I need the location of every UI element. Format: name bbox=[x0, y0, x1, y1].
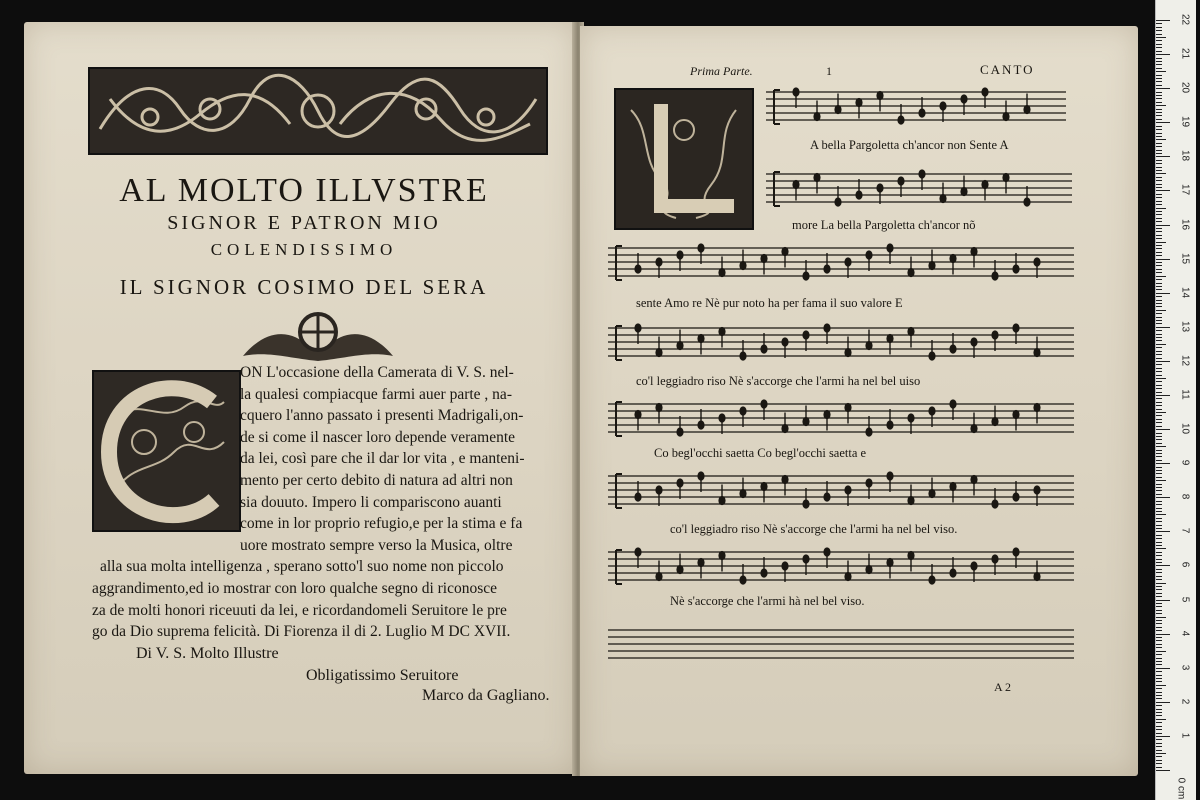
ruler-tick bbox=[1156, 726, 1162, 727]
ruler-tick bbox=[1156, 337, 1162, 338]
ruler-tick bbox=[1156, 456, 1162, 457]
ruler-tick bbox=[1156, 143, 1162, 144]
ruler-tick bbox=[1156, 501, 1162, 502]
lyric-line-2: more La bella Pargoletta ch'ancor nõ bbox=[792, 218, 976, 232]
ruler-tick bbox=[1156, 463, 1170, 464]
ruler-tick bbox=[1156, 671, 1162, 672]
lyric-line-1: A bella Pargoletta ch'ancor non Sente A bbox=[810, 138, 1009, 152]
ruler-tick bbox=[1156, 201, 1162, 202]
ruler-tick bbox=[1156, 409, 1162, 410]
ruler-tick bbox=[1156, 180, 1162, 181]
dedication-subtitle-2: COLENDISSIMO bbox=[210, 240, 398, 259]
ruler-tick bbox=[1156, 473, 1162, 474]
body-line: aggrandimento,ed io mostrar con loro qualche segno di riconosce bbox=[92, 579, 498, 597]
ruler-tick bbox=[1156, 470, 1162, 471]
ruler-tick bbox=[1156, 320, 1162, 321]
ruler-tick bbox=[1156, 538, 1162, 539]
ruler-tick bbox=[1156, 569, 1162, 570]
ruler-tick bbox=[1156, 371, 1162, 372]
ruler-tick bbox=[1156, 712, 1162, 713]
ruler-tick bbox=[1156, 756, 1162, 757]
left-page bbox=[24, 22, 576, 774]
ruler-tick bbox=[1156, 30, 1162, 31]
ruler-tick bbox=[1156, 453, 1162, 454]
ruler-number: 10 bbox=[1179, 423, 1191, 435]
ruler-tick bbox=[1156, 276, 1166, 277]
ruler-tick bbox=[1156, 98, 1162, 99]
body-line: come in lor proprio refugio,e per la stima e fa bbox=[240, 515, 523, 533]
ruler-tick bbox=[1156, 647, 1162, 648]
lyric-line-3: sente Amo re Nè pur noto ha per fama il suo valore E bbox=[636, 296, 903, 310]
ruler-tick bbox=[1156, 750, 1162, 751]
ruler-tick bbox=[1156, 415, 1162, 416]
ruler-tick bbox=[1156, 596, 1162, 597]
ruler-tick bbox=[1156, 450, 1162, 451]
music-staff-4 bbox=[608, 320, 1074, 366]
ruler-tick bbox=[1156, 661, 1162, 662]
ruler-tick bbox=[1156, 685, 1166, 686]
ruler-tick bbox=[1156, 770, 1170, 771]
ruler-tick bbox=[1156, 490, 1162, 491]
music-staff-5 bbox=[608, 396, 1074, 442]
ruler-tick bbox=[1156, 395, 1170, 396]
ruler-tick bbox=[1156, 85, 1162, 86]
ruler-number: 11 bbox=[1179, 389, 1191, 400]
ruler-number: 13 bbox=[1179, 320, 1191, 332]
body-line: da lei, così pare che il dar lor vita , e manteni- bbox=[240, 450, 525, 468]
ruler-tick bbox=[1156, 542, 1162, 543]
ruler-tick bbox=[1156, 630, 1162, 631]
ruler-tick bbox=[1156, 419, 1162, 420]
ruler-number: 3 bbox=[1179, 664, 1191, 670]
ruler-tick bbox=[1156, 433, 1162, 434]
ruler-tick bbox=[1156, 259, 1170, 260]
ruler-tick bbox=[1156, 283, 1162, 284]
ruler-tick bbox=[1156, 733, 1162, 734]
ruler-tick bbox=[1156, 221, 1162, 222]
ruler-tick bbox=[1156, 153, 1162, 154]
music-staff-3 bbox=[608, 240, 1074, 286]
closing-phrase: Obligatissimo Seruitore bbox=[306, 667, 459, 684]
ruler-tick bbox=[1156, 589, 1162, 590]
ruler-tick bbox=[1156, 173, 1166, 174]
ruler-tick bbox=[1156, 487, 1162, 488]
ruler-tick bbox=[1156, 518, 1162, 519]
ruler-tick bbox=[1156, 392, 1162, 393]
ruler-tick bbox=[1156, 177, 1162, 178]
ruler-tick bbox=[1156, 637, 1162, 638]
ruler-tick bbox=[1156, 603, 1162, 604]
ruler-tick bbox=[1156, 20, 1170, 21]
body-line: go da Dio suprema felicità. Di Fiorenza il di 2. Luglio M DC XVII. bbox=[92, 623, 511, 641]
ruler-tick bbox=[1156, 190, 1170, 191]
ruler-tick bbox=[1156, 358, 1162, 359]
ruler-tick bbox=[1156, 426, 1162, 427]
ruler-tick bbox=[1156, 344, 1166, 345]
ruler-tick bbox=[1156, 340, 1162, 341]
ruler-tick bbox=[1156, 334, 1162, 335]
ruler-number: 17 bbox=[1179, 184, 1191, 196]
ruler-tick bbox=[1156, 75, 1162, 76]
dedication-title: AL MOLTO ILLVSTRE bbox=[119, 172, 489, 209]
dedication-body bbox=[92, 362, 564, 643]
music-staff-1 bbox=[766, 84, 1066, 130]
ruler-tick bbox=[1156, 289, 1162, 290]
ruler-number: 19 bbox=[1179, 116, 1191, 128]
ruler-tick bbox=[1156, 133, 1162, 134]
ruler-tick bbox=[1156, 746, 1162, 747]
ruler-number: 12 bbox=[1179, 354, 1191, 366]
ruler-tick bbox=[1156, 664, 1162, 665]
ruler-tick bbox=[1156, 467, 1162, 468]
ruler-tick bbox=[1156, 296, 1162, 297]
ruler-tick bbox=[1156, 231, 1162, 232]
ruler-tick bbox=[1156, 279, 1162, 280]
ruler-tick bbox=[1156, 218, 1162, 219]
ruler-tick bbox=[1156, 330, 1162, 331]
ruler-tick bbox=[1156, 252, 1162, 253]
cherub-ornament bbox=[238, 306, 398, 368]
ruler-tick bbox=[1156, 739, 1162, 740]
ruler-tick bbox=[1156, 129, 1162, 130]
salutation: Di V. S. Molto Illustre bbox=[136, 645, 279, 662]
ruler-tick bbox=[1156, 235, 1162, 236]
ruler-tick bbox=[1156, 576, 1162, 577]
body-line: sia douuto. Impero li compariscono auanti bbox=[240, 493, 502, 511]
ruler-tick bbox=[1156, 593, 1162, 594]
ruler-tick bbox=[1156, 494, 1162, 495]
lyric-line-7: Nè s'accorge che l'armi hà nel bel viso. bbox=[670, 594, 865, 608]
ruler-tick bbox=[1156, 310, 1166, 311]
ruler-number: 8 bbox=[1179, 493, 1191, 500]
ruler-tick bbox=[1156, 497, 1170, 498]
ruler-tick bbox=[1156, 306, 1162, 307]
ruler-tick bbox=[1156, 317, 1162, 318]
page-number: 1 bbox=[826, 64, 832, 78]
ruler-tick bbox=[1156, 375, 1162, 376]
ruler-tick bbox=[1156, 150, 1162, 151]
dedication-subtitle: SIGNOR E PATRON MIO bbox=[167, 212, 441, 234]
ruler-tick bbox=[1156, 405, 1162, 406]
ruler-tick bbox=[1156, 300, 1162, 301]
ruler-tick bbox=[1156, 402, 1162, 403]
ruler-tick bbox=[1156, 535, 1162, 536]
ruler-number: 14 bbox=[1179, 286, 1191, 298]
ruler-tick bbox=[1156, 303, 1162, 304]
ruler-tick bbox=[1156, 398, 1162, 399]
ruler-tick bbox=[1156, 388, 1162, 389]
voice-part-label: CANTO bbox=[980, 62, 1035, 77]
ruler-number: 9 bbox=[1179, 459, 1191, 466]
ruler-tick bbox=[1156, 763, 1162, 764]
ruler-tick bbox=[1156, 187, 1162, 188]
ruler-tick bbox=[1156, 743, 1162, 744]
ruler-tick bbox=[1156, 208, 1166, 209]
ruler-tick bbox=[1156, 586, 1162, 587]
ruler-tick bbox=[1156, 695, 1162, 696]
ornamental-headpiece bbox=[88, 67, 548, 155]
empty-music-staff bbox=[608, 622, 1074, 668]
ruler-tick bbox=[1156, 364, 1162, 365]
ruler-tick bbox=[1156, 197, 1162, 198]
ruler-tick bbox=[1156, 245, 1162, 246]
ruler-tick bbox=[1156, 126, 1162, 127]
ruler-tick bbox=[1156, 528, 1162, 529]
ruler-tick bbox=[1156, 620, 1162, 621]
music-staff-6 bbox=[608, 468, 1074, 514]
ruler-tick bbox=[1156, 654, 1162, 655]
ruler-tick bbox=[1156, 436, 1162, 437]
ruler-tick bbox=[1156, 651, 1166, 652]
ruler-number: 21 bbox=[1179, 48, 1191, 60]
body-line: uore mostrato sempre verso la Musica, oltre bbox=[240, 536, 513, 554]
ruler-tick bbox=[1156, 146, 1162, 147]
ruler-tick bbox=[1156, 709, 1162, 710]
ruler-unit-label: 0 cm bbox=[1175, 777, 1187, 800]
ruler-tick bbox=[1156, 64, 1162, 65]
ruler-tick bbox=[1156, 23, 1162, 24]
ruler-tick bbox=[1156, 555, 1162, 556]
ruler-tick bbox=[1156, 92, 1162, 93]
ruler-tick bbox=[1156, 719, 1166, 720]
ruler-tick bbox=[1156, 293, 1170, 294]
ruler-tick bbox=[1156, 248, 1162, 249]
ruler-tick bbox=[1156, 119, 1162, 120]
ruler-tick bbox=[1156, 327, 1170, 328]
ruler-tick bbox=[1156, 678, 1162, 679]
ruler-tick bbox=[1156, 228, 1162, 229]
ruler-tick bbox=[1156, 194, 1162, 195]
ruler-tick bbox=[1156, 702, 1170, 703]
ruler-tick bbox=[1156, 722, 1162, 723]
ruler-tick bbox=[1156, 214, 1162, 215]
ruler-tick bbox=[1156, 115, 1162, 116]
ruler-tick bbox=[1156, 562, 1162, 563]
ruler-tick bbox=[1156, 81, 1162, 82]
ruler-tick bbox=[1156, 572, 1162, 573]
ruler-tick bbox=[1156, 102, 1162, 103]
ruler-tick bbox=[1156, 105, 1166, 106]
section-heading: Prima Parte. bbox=[690, 64, 753, 78]
ruler-tick bbox=[1156, 354, 1162, 355]
ruler-tick bbox=[1156, 78, 1162, 79]
ruler-tick bbox=[1156, 583, 1166, 584]
body-line: ON L'occasione della Camerata di V. S. nel- bbox=[240, 364, 514, 381]
ruler-tick bbox=[1156, 552, 1162, 553]
ruler-tick bbox=[1156, 54, 1170, 55]
music-staff-7 bbox=[608, 544, 1074, 590]
ruler-tick bbox=[1156, 385, 1162, 386]
ruler-tick bbox=[1156, 269, 1162, 270]
ruler-tick bbox=[1156, 136, 1162, 137]
ruler-tick bbox=[1156, 242, 1166, 243]
ruler-tick bbox=[1156, 480, 1166, 481]
ruler-tick bbox=[1156, 95, 1162, 96]
ruler-tick bbox=[1156, 579, 1162, 580]
ruler-tick bbox=[1156, 617, 1166, 618]
ruler-tick bbox=[1156, 265, 1162, 266]
ruler-tick bbox=[1156, 484, 1162, 485]
ruler-number: 4 bbox=[1179, 630, 1191, 636]
ruler-tick bbox=[1156, 600, 1170, 601]
ruler-tick bbox=[1156, 736, 1170, 737]
signature-mark: A 2 bbox=[994, 680, 1012, 694]
ruler-tick bbox=[1156, 514, 1166, 515]
body-line: za de molti honori riceuuti da lei, e ricordandomeli Seruitore le pre bbox=[92, 601, 507, 619]
ruler-tick bbox=[1156, 313, 1162, 314]
ruler-tick bbox=[1156, 122, 1170, 123]
ruler-tick bbox=[1156, 548, 1166, 549]
ruler-tick bbox=[1156, 760, 1162, 761]
body-line: de si come il nascer loro depende veramente bbox=[240, 428, 516, 446]
ruler-tick bbox=[1156, 668, 1170, 669]
ruler-tick bbox=[1156, 559, 1162, 560]
ruler-number: 7 bbox=[1179, 528, 1191, 534]
ruler-tick bbox=[1156, 61, 1162, 62]
ruler-tick bbox=[1156, 698, 1162, 699]
ruler-tick bbox=[1156, 211, 1162, 212]
ruler-tick bbox=[1156, 753, 1166, 754]
lyric-line-5: Co begl'occhi saetta Co begl'occhi saetta e bbox=[654, 446, 867, 460]
ruler-tick bbox=[1156, 286, 1162, 287]
ruler-tick bbox=[1156, 204, 1162, 205]
ruler-tick bbox=[1156, 347, 1162, 348]
ruler-tick bbox=[1156, 40, 1162, 41]
ruler-tick bbox=[1156, 675, 1162, 676]
ruler-tick bbox=[1156, 627, 1162, 628]
ruler-tick bbox=[1156, 767, 1162, 768]
body-line: alla sua molta intelligenza , sperano sotto'l suo nome non piccolo bbox=[100, 558, 504, 576]
ruler-tick bbox=[1156, 610, 1162, 611]
ruler-tick bbox=[1156, 381, 1162, 382]
measurement-ruler bbox=[1155, 0, 1196, 800]
ruler-tick bbox=[1156, 160, 1162, 161]
ruler-tick bbox=[1156, 361, 1170, 362]
ruler-tick bbox=[1156, 729, 1162, 730]
ruler-tick bbox=[1156, 692, 1162, 693]
ruler-tick bbox=[1156, 613, 1162, 614]
ruler-tick bbox=[1156, 167, 1162, 168]
ruler-tick bbox=[1156, 27, 1162, 28]
ruler-tick bbox=[1156, 565, 1170, 566]
ruler-tick bbox=[1156, 606, 1162, 607]
ruler-tick bbox=[1156, 156, 1170, 157]
ruler-tick bbox=[1156, 688, 1162, 689]
ruler-number: 22 bbox=[1179, 13, 1191, 26]
ruler-tick bbox=[1156, 109, 1162, 110]
ruler-tick bbox=[1156, 139, 1166, 140]
ruler-tick bbox=[1156, 351, 1162, 352]
ruler-tick bbox=[1156, 163, 1162, 164]
lyric-line-4: co'l leggiadro riso Nè s'accorge che l'armi ha nel bel uiso bbox=[636, 374, 921, 388]
lyric-line-6: co'l leggiadro riso Nè s'accorge che l'armi ha nel bel viso. bbox=[670, 522, 958, 536]
ruler-tick bbox=[1156, 34, 1162, 35]
ruler-number: 20 bbox=[1179, 82, 1191, 94]
ruler-tick bbox=[1156, 477, 1162, 478]
ruler-tick bbox=[1156, 504, 1162, 505]
ruler-tick bbox=[1156, 634, 1170, 635]
ruler-number: 18 bbox=[1179, 150, 1191, 162]
ruler-tick bbox=[1156, 225, 1170, 226]
ruler-number: 16 bbox=[1179, 218, 1191, 230]
ruler-tick bbox=[1156, 44, 1162, 45]
ruler-tick bbox=[1156, 272, 1162, 273]
ruler-tick bbox=[1156, 531, 1170, 532]
ruler-number: 15 bbox=[1179, 252, 1191, 264]
ruler-tick bbox=[1156, 429, 1170, 430]
decorated-initial-l bbox=[614, 88, 754, 230]
ruler-tick bbox=[1156, 51, 1162, 52]
ruler-tick bbox=[1156, 238, 1162, 239]
ruler-tick bbox=[1156, 508, 1162, 509]
ruler-tick bbox=[1156, 446, 1166, 447]
ruler-tick bbox=[1156, 545, 1162, 546]
ruler-tick bbox=[1156, 439, 1162, 440]
ruler-tick bbox=[1156, 705, 1162, 706]
ruler-tick bbox=[1156, 323, 1162, 324]
ruler-tick bbox=[1156, 255, 1162, 256]
ruler-tick bbox=[1156, 521, 1162, 522]
ruler-number: 5 bbox=[1179, 596, 1191, 602]
ruler-tick bbox=[1156, 37, 1166, 38]
ruler-tick bbox=[1156, 412, 1166, 413]
music-staff-2 bbox=[766, 166, 1072, 212]
ruler-tick bbox=[1156, 68, 1162, 69]
ruler-tick bbox=[1156, 422, 1162, 423]
ruler-tick bbox=[1156, 525, 1162, 526]
ruler-tick bbox=[1156, 170, 1162, 171]
ruler-tick bbox=[1156, 71, 1166, 72]
body-line: cquero l'anno passato i presenti Madrigali,on- bbox=[240, 407, 524, 425]
ruler-tick bbox=[1156, 623, 1162, 624]
ruler-tick bbox=[1156, 262, 1162, 263]
ruler-tick bbox=[1156, 112, 1162, 113]
ruler-number: 2 bbox=[1179, 698, 1191, 705]
ruler-tick bbox=[1156, 681, 1162, 682]
ruler-tick bbox=[1156, 511, 1162, 512]
dedicatee-name: IL SIGNOR COSIMO DEL SERA bbox=[119, 275, 489, 299]
ruler-tick bbox=[1156, 58, 1162, 59]
ruler-tick bbox=[1156, 47, 1162, 48]
ruler-tick bbox=[1156, 460, 1162, 461]
ruler-tick bbox=[1156, 443, 1162, 444]
right-page bbox=[580, 26, 1138, 776]
ruler-tick bbox=[1156, 640, 1162, 641]
ruler-number: 6 bbox=[1179, 562, 1191, 568]
ruler-tick bbox=[1156, 378, 1166, 379]
body-line: la qualesi compiacque farmi auer parte , na- bbox=[240, 385, 512, 403]
ruler-number: 1 bbox=[1179, 732, 1191, 739]
ruler-tick bbox=[1156, 368, 1162, 369]
author-signature: Marco da Gagliano. bbox=[422, 687, 550, 704]
ruler-tick bbox=[1156, 644, 1162, 645]
ruler-tick bbox=[1156, 658, 1162, 659]
body-line: mento per certo debito di natura ad altri non bbox=[240, 471, 513, 489]
ruler-tick bbox=[1156, 184, 1162, 185]
ruler-tick bbox=[1156, 715, 1162, 716]
ruler-tick bbox=[1156, 88, 1170, 89]
